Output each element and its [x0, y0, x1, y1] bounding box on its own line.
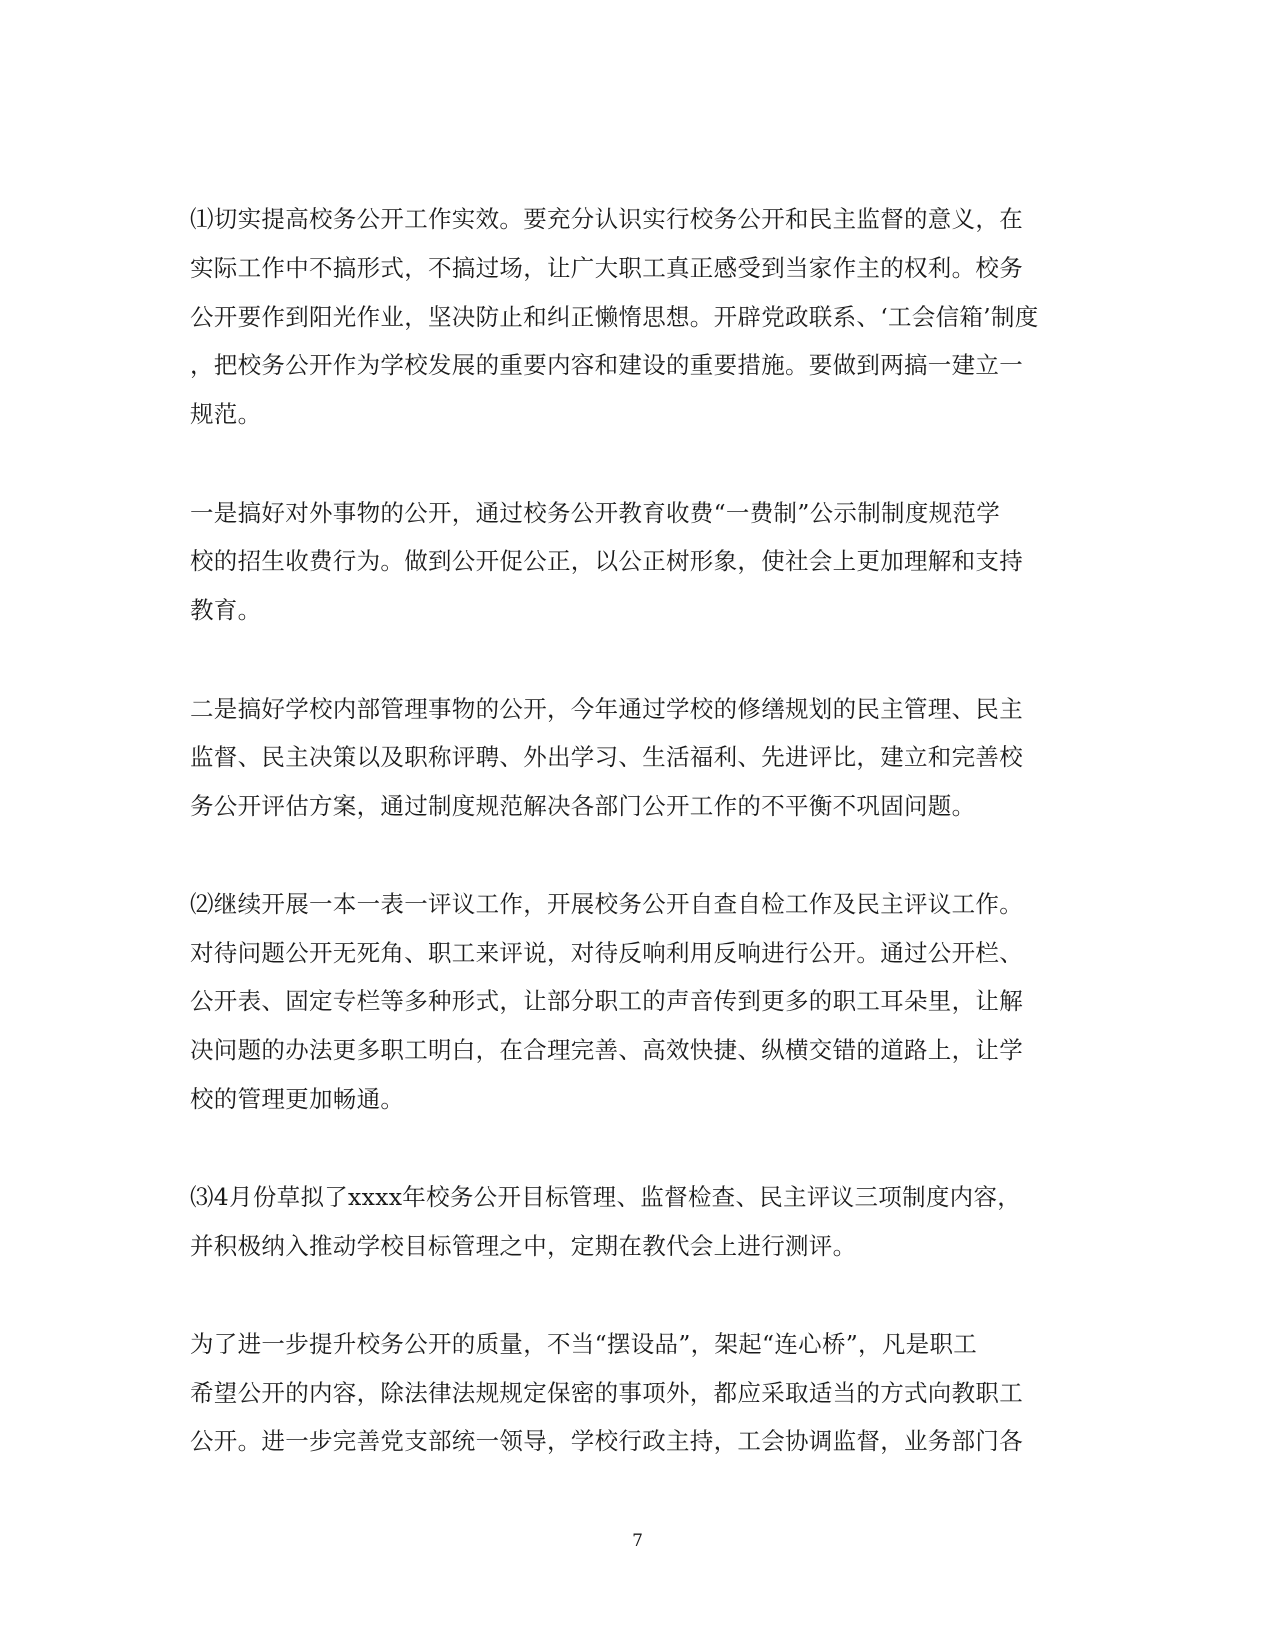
paragraph-line: 二是搞好学校内部管理事物的公开，今年通过学校的修缮规划的民主管理、民主 [190, 695, 1023, 723]
paragraph-line: 希望公开的内容，除法律法规规定保密的事项外，都应采取适当的方式向教职工 [190, 1379, 1023, 1407]
paragraph-line: ⑴切实提高校务公开工作实效。要充分认识实行校务公开和民主监督的意义，在 [190, 205, 1023, 233]
paragraph-line: 对待问题公开无死角、职工来评说，对待反响利用反响进行公开。通过公开栏、 [190, 939, 1023, 967]
paragraph-line: 教育。 [190, 596, 262, 624]
paragraph-line: 公开。进一步完善党支部统一领导，学校行政主持，工会协调监督，业务部门各 [190, 1427, 1023, 1455]
paragraph-line: 务公开评估方案，通过制度规范解决各部门公开工作的不平衡不巩固问题。 [190, 792, 976, 820]
paragraph-line: 为了进一步提升校务公开的质量，不当“摆设品”，架起“连心桥”，凡是职工 [190, 1330, 978, 1358]
paragraph-line: 并积极纳入推动学校目标管理之中，定期在教代会上进行测评。 [190, 1232, 857, 1260]
paragraph-line: ⑵继续开展一本一表一评议工作，开展校务公开自查自检工作及民主评议工作。 [190, 890, 1023, 918]
page-number: 7 [632, 1531, 643, 1551]
paragraph-line: 决问题的办法更多职工明白，在合理完善、高效快捷、纵横交错的道路上，让学 [190, 1036, 1023, 1064]
paragraph-line: ，把校务公开作为学校发展的重要内容和建设的重要措施。要做到两搞一建立一 [190, 351, 1023, 379]
paragraph-line: 校的管理更加畅通。 [190, 1085, 405, 1113]
paragraph-line: 一是搞好对外事物的公开，通过校务公开教育收费“一费制”公示制制度规范学 [190, 499, 1001, 527]
paragraph-line: 公开要作到阳光作业，坚决防止和纠正懒惰思想。开辟党政联系、‘工会信箱’制度 [190, 303, 1039, 331]
paragraph-line: 校的招生收费行为。做到公开促公正，以公正树形象，使社会上更加理解和支持 [190, 547, 1023, 575]
paragraph-line: 公开表、固定专栏等多种形式，让部分职工的声音传到更多的职工耳朵里，让解 [190, 987, 1023, 1015]
paragraph-line: 监督、民主决策以及职称评聘、外出学习、生活福利、先进评比，建立和完善校 [190, 743, 1023, 771]
paragraph-line: ⑶4月份草拟了xxxx年校务公开目标管理、监督检查、民主评议三项制度内容， [190, 1183, 1022, 1211]
paragraph-line: 实际工作中不搞形式，不搞过场，让广大职工真正感受到当家作主的权利。校务 [190, 254, 1023, 282]
paragraph-line: 规范。 [190, 400, 262, 428]
